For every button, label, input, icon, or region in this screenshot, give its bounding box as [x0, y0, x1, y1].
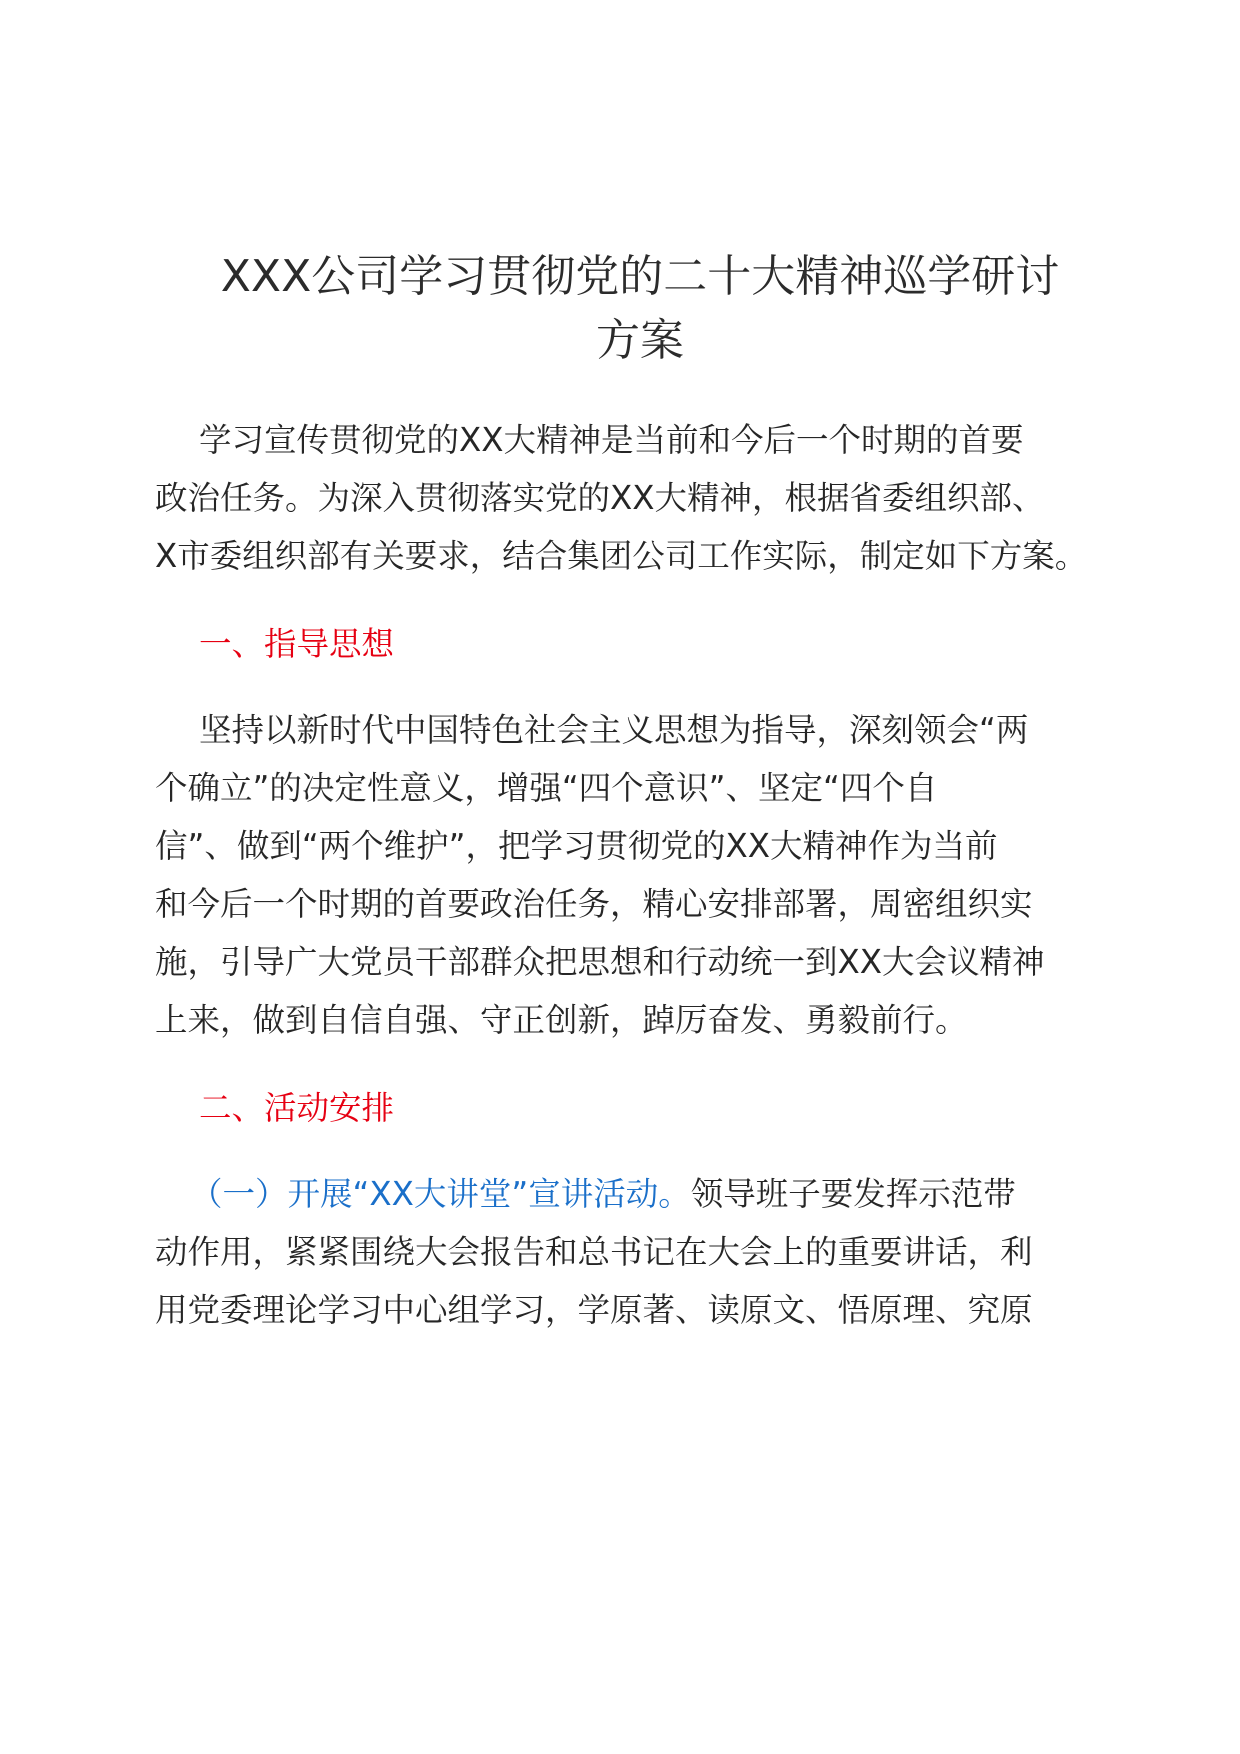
subsection1-line-2: 动作用，紧紧围绕大会报告和总书记在大会上的重要讲话，利	[155, 1233, 1033, 1271]
section1-line-3: 信”、做到“两个维护”，把学习贯彻党的XX大精神作为当前	[155, 827, 998, 865]
section1-line-1: 坚持以新时代中国特色社会主义思想为指导，深刻领会“两	[199, 711, 1029, 749]
subsection1-title: （一）开展“XX大讲堂”宣讲活动。	[190, 1175, 691, 1213]
section1-line-4: 和今后一个时期的首要政治任务，精心安排部署，周密组织实	[155, 885, 1033, 923]
section1-line-6: 上来，做到自信自强、守正创新，踔厉奋发、勇毅前行。	[155, 1001, 968, 1039]
subsection1-first-line	[190, 1172, 1016, 1216]
subsection1-first-line-rest: 领导班子要发挥示范带	[690, 1175, 1016, 1213]
section1-line-2: 个确立”的决定性意义，增强“四个意识”、坚定“四个自	[155, 769, 938, 807]
document-title-line-1: XXX公司学习贯彻党的二十大精神巡学研讨	[220, 251, 1060, 302]
intro-line-3: X市委组织部有关要求，结合集团公司工作实际，制定如下方案。	[155, 537, 1088, 575]
intro-line-1: 学习宣传贯彻党的XX大精神是当前和今后一个时期的首要	[199, 421, 1024, 459]
section-heading-activity-arrangement: 二、活动安排	[199, 1089, 395, 1127]
document-title-line-2: 方案	[596, 315, 684, 366]
section1-line-5: 施，引导广大党员干部群众把思想和行动统一到XX大会议精神	[155, 943, 1045, 981]
subsection1-line-3: 用党委理论学习中心组学习，学原著、读原文、悟原理、究原	[155, 1291, 1033, 1329]
intro-line-2: 政治任务。为深入贯彻落实党的XX大精神，根据省委组织部、	[155, 479, 1045, 517]
section-heading-guiding-ideology: 一、指导思想	[199, 625, 395, 663]
